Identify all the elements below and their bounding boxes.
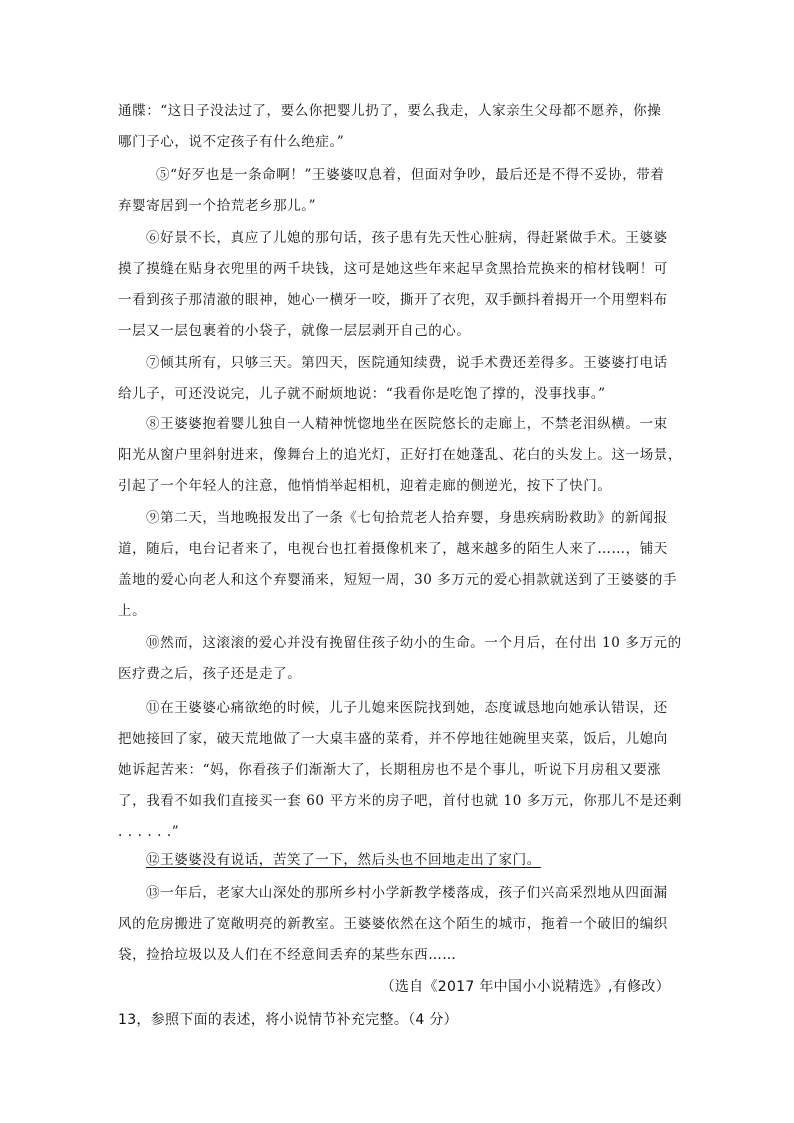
text-line: 哪门子心，说不定孩子有什么绝症。” bbox=[118, 134, 345, 150]
text-line: 了，我看不如我们直接买一套 60 平方米的房子吧，首付也就 10 多万元，你那儿不是还剩 bbox=[118, 793, 682, 809]
underlined-sentence: ⑫王婆婆没有说话，苦笑了一下，然后头也不回地走出了家门。 bbox=[146, 852, 541, 868]
text-line: 弃婴寄居到一个拾荒老乡那儿。” bbox=[118, 198, 317, 214]
text-line: 给儿子，可还没说完，儿子就不耐烦地说：“我看你是吃饱了撑的，没事找事。” bbox=[118, 386, 606, 402]
text-line: 道，随后，电台记者来了，电视台也扛着摄像机来了，越来越多的陌生人来了……，铺天 bbox=[118, 541, 668, 557]
paragraph-13 bbox=[118, 878, 678, 971]
text-line: 引起了一个年轻人的注意，他悄悄举起相机，迎着走廊的侧逆光，按下了快门。 bbox=[118, 478, 612, 494]
paragraph-8 bbox=[118, 409, 682, 502]
text-line: ⑪在王婆婆心痛欲绝的时候，儿子儿媳来医院找到她，态度诚恳地向她承认错误，还 bbox=[146, 700, 668, 716]
text-line: 把她接回了家，破天荒地做了一大桌丰盛的菜肴，并不停地往她碗里夹菜，饭后，儿媳向 bbox=[118, 731, 668, 747]
text-line: ⑤“好歹也是一条命啊！”王婆婆叹息着，但面对争吵，最后还是不得不妥协，带着 bbox=[156, 167, 665, 183]
text-line: ⑬一年后，老家大山深处的那所乡村小学新教学楼落成，孩子们兴高采烈地从四面漏 bbox=[146, 885, 668, 901]
paragraph-5 bbox=[118, 160, 678, 222]
paragraph-continuation bbox=[118, 96, 678, 158]
text-line: . . . . . .” bbox=[118, 824, 180, 840]
paragraph-7 bbox=[118, 348, 678, 410]
text-line: 一看到孩子那清澈的眼神，她心一横牙一咬，撕开了衣兜，双手颤抖着揭开一个用塑料布 bbox=[118, 292, 668, 308]
text-line: 医疗费之后，孩子还是走了。 bbox=[118, 666, 302, 682]
text-line: 她诉起苦来：“妈，你看孩子们渐渐大了，长期租房也不是个事儿，听说下月房租又要涨 bbox=[118, 762, 662, 778]
text-line: 通牒：“这日子没法过了，要么你把婴儿扔了，要么我走，人家亲生父母都不愿养，你操 bbox=[118, 103, 662, 119]
text-line: 风的危房搬进了宽敞明亮的新教室。王婆婆依然在这个陌生的城市，拖着一个破旧的编织 bbox=[118, 916, 668, 932]
text-line: ⑧王婆婆抱着婴儿独自一人精神恍惚地坐在医院悠长的走廊上，不禁老泪纵横。一束 bbox=[146, 416, 668, 432]
text-line: 盖地的爱心向老人和这个弃婴涌来，短短一周，30 多万元的爱心捐款就送到了王婆婆的手 bbox=[118, 572, 678, 588]
paragraph-9 bbox=[118, 503, 678, 627]
paragraph-12 bbox=[118, 845, 678, 876]
source-citation: （选自《2017 年中国小小说精选》,有修改） bbox=[380, 979, 670, 995]
text-line: ⑦倾其所有，只够三天。第四天，医院通知续费，说手术费还差得多。王婆婆打电话 bbox=[146, 355, 668, 371]
text-line: ⑨第二天，当地晚报发出了一条《七旬拾荒老人拾弃婴，身患疾病盼救助》的新闻报 bbox=[146, 510, 668, 526]
text-line: ⑩然而，这滚滚的爱心并没有挽留住孩子幼小的生命。一个月后，在付出 10 多万元的 bbox=[146, 635, 682, 651]
paragraph-10 bbox=[118, 628, 682, 690]
text-line: 袋，捡拾垃圾以及人们在不经意间丢弃的某些东西…… bbox=[118, 947, 457, 963]
paragraph-6 bbox=[118, 223, 678, 347]
question-13: 13，参照下面的表述，将小说情节补充完整。（4 分） bbox=[118, 1012, 458, 1028]
text-line: 摸了摸缝在贴身衣兜里的两千块钱，这可是她这些年来起早贪黑拾荒换来的棺材钱啊！可 bbox=[118, 261, 668, 277]
text-line: 一层又一层包裹着的小袋子，就像一层层剥开自己的心。 bbox=[118, 323, 471, 339]
text-line: 阳光从窗户里斜射进来，像舞台上的追光灯，正好打在她蓬乱、花白的头发上。这一场景， bbox=[118, 447, 682, 463]
text-line: 上。 bbox=[118, 603, 147, 619]
text-line: ⑥好景不长，真应了儿媳的那句话，孩子患有先天性心脏病，得赶紧做手术。王婆婆 bbox=[146, 230, 668, 246]
paragraph-11 bbox=[118, 693, 682, 848]
